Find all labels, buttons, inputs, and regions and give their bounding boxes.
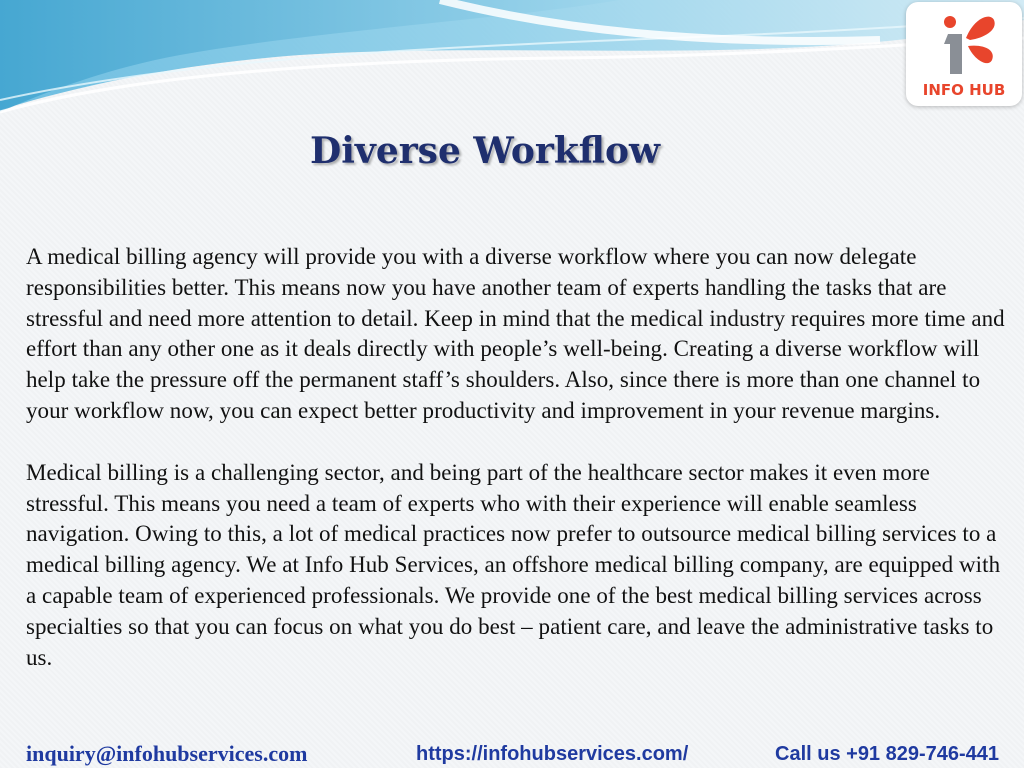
header-swoosh-decoration <box>0 0 1024 120</box>
footer-email-link[interactable]: inquiry@infohubservices.com <box>26 741 308 766</box>
footer-phone[interactable]: Call us +91 829-746-441 <box>775 743 1000 765</box>
paragraph-1: A medical billing agency will provide you with a diverse workflow where you can now delegate responsibilities better. This means now you have another team of experts handling the tasks that are stressful and need more attention to detail. Keep in mind that the medical industry requires more time and effort than any other one as it deals directly with people’s well-being. Creating a diverse workflow will help take the pressure off the permanent staff’s shoulders. Also, since there is more than one channel to your workflow now, you can expect better productivity and improvement in your revenue margins. <box>26 244 1005 423</box>
footer-contact-bar <box>0 741 1024 767</box>
page-title: Diverse Workflow <box>310 130 660 172</box>
footer-website-link[interactable]: https://infohubservices.com/ <box>416 743 689 765</box>
logo-text: INFO HUB <box>922 81 1006 99</box>
body-text <box>26 242 1016 673</box>
info-hub-logo <box>906 2 1022 106</box>
paragraph-2: Medical billing is a challenging sector, and being part of the healthcare sector makes it even more stressful. This means you need a team of experts who with their experience will enable seamless navigation. Owing to this, a lot of medical practices now prefer to outsource medical billing services to a medical billing agency. We at Info Hub Services, an offshore medical billing company, are equipped with a capable team of experienced professionals. We provide one of the best medical billing services across specialties so that you can focus on what you do best – patient care, and leave the administrative tasks to us. <box>26 459 1001 670</box>
info-hub-logo-icon <box>940 8 1000 76</box>
